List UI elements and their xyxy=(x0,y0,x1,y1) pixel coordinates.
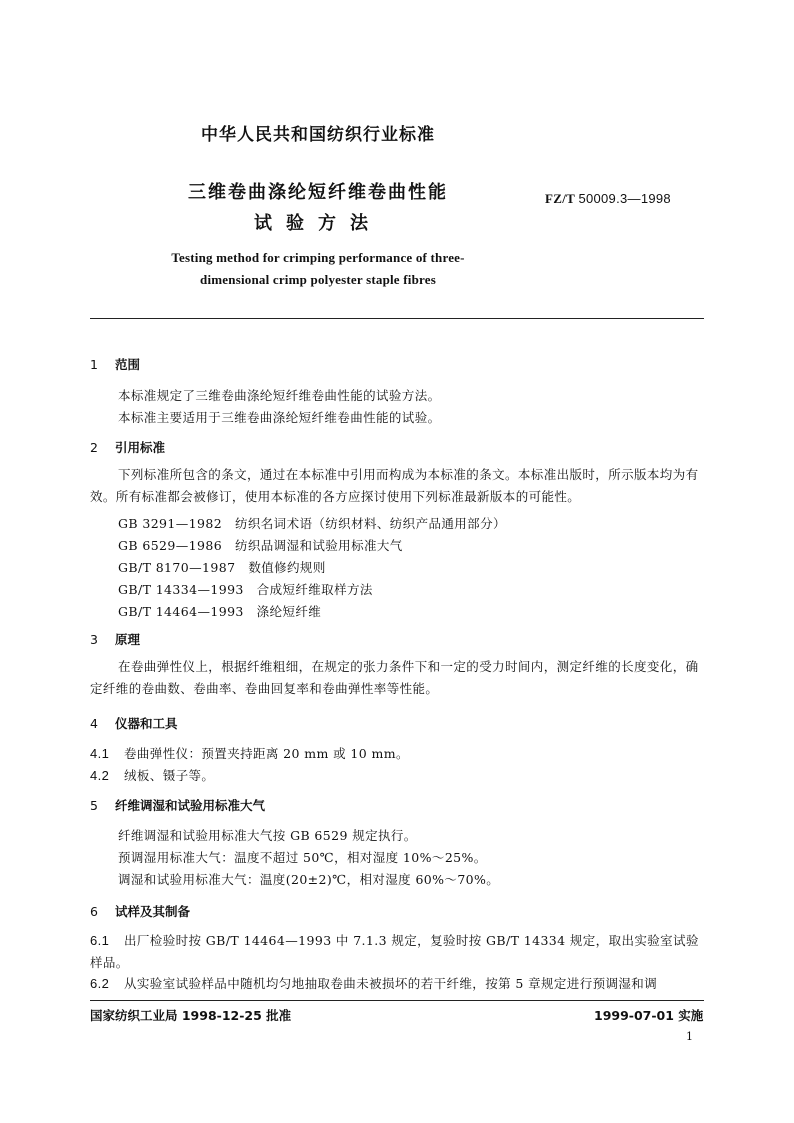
section-number: 6 xyxy=(90,904,98,919)
section-number: 5 xyxy=(90,798,98,813)
subclause-number: 6.1 xyxy=(90,933,110,948)
implementation-date: 1999-07-01 实施 xyxy=(594,1008,704,1023)
subclause-text: 出厂检验时按 GB/T 14464—1993 中 7.1.3 规定，复验时按 GB/T 14334 规定，取出实验室试验样品。 xyxy=(90,933,699,970)
section-title: 原理 xyxy=(115,632,141,647)
section-heading-scope xyxy=(90,355,140,373)
standard-code xyxy=(545,191,671,207)
paragraph: 本标准主要适用于三维卷曲涤纶短纤维卷曲性能的试验。 xyxy=(118,410,441,425)
section-title: 纤维调湿和试验用标准大气 xyxy=(115,798,266,813)
subclause-number: 6.2 xyxy=(90,976,110,991)
reference-item: GB/T 8170—1987 数值修约规则 xyxy=(118,560,326,575)
paragraph: 本标准规定了三维卷曲涤纶短纤维卷曲性能的试验方法。 xyxy=(118,388,441,403)
reference-item: GB/T 14334—1993 合成短纤维取样方法 xyxy=(118,582,373,597)
subclause-number: 4.2 xyxy=(90,768,110,783)
english-title-line2: dimensional crimp polyester staple fibres xyxy=(200,272,436,287)
english-title-line1: Testing method for crimping performance of three- xyxy=(171,250,465,265)
subclause xyxy=(90,930,704,974)
reference-item: GB/T 14464—1993 涤纶短纤维 xyxy=(118,604,322,619)
section-title: 引用标准 xyxy=(115,440,166,455)
reference-item: GB 3291—1982 纺织名词术语（纺织材料、纺织产品通用部分） xyxy=(118,516,506,531)
section-title: 试样及其制备 xyxy=(115,904,191,919)
section-number: 2 xyxy=(90,440,98,455)
subclause-text: 从实验室试验样品中随机均匀地抽取卷曲未被损坏的若干纤维，按第 5 章规定进行预调湿和调 xyxy=(124,976,658,991)
subclause-text: 绒板、镊子等。 xyxy=(124,768,215,783)
document-title-line1: 三维卷曲涤纶短纤维卷曲性能 xyxy=(188,182,448,203)
section-number: 1 xyxy=(90,357,98,372)
subclause-text: 卷曲弹性仪：预置夹持距离 20 mm 或 10 mm。 xyxy=(124,746,409,761)
section-title: 仪器和工具 xyxy=(115,716,178,731)
section-title: 范围 xyxy=(115,357,141,372)
page-number: 1 xyxy=(686,1030,693,1043)
standard-code-prefix: FZ/T xyxy=(545,191,575,206)
paragraph: 预调湿用标准大气：温度不超过 50℃，相对湿度 10%～25%。 xyxy=(118,850,487,865)
paragraph: 在卷曲弹性仪上，根据纤维粗细，在规定的张力条件下和一定的受力时间内，测定纤维的长度变化，确定纤维的卷曲数、卷曲率、卷曲回复率和卷曲弹性率等性能。 xyxy=(90,659,699,696)
paragraph: 纤维调湿和试验用标准大气按 GB 6529 规定执行。 xyxy=(118,828,417,843)
approval-statement: 国家纺织工业局 1998-12-25 批准 xyxy=(90,1008,292,1023)
subclause xyxy=(90,744,409,762)
section-heading-references xyxy=(90,438,165,456)
reference-item: GB 6529—1986 纺织品调湿和试验用标准大气 xyxy=(118,538,403,553)
subclause-number: 4.1 xyxy=(90,746,110,761)
paragraph: 下列标准所包含的条文，通过在本标准中引用而构成为本标准的条文。本标准出版时，所示版本均为有效。所有标准都会被修订，使用本标准的各方应探讨使用下列标准最新版本的可能性。 xyxy=(90,467,699,504)
paragraph: 调湿和试验用标准大气：温度(20±2)℃，相对湿度 60%～70%。 xyxy=(118,872,500,887)
section-heading-apparatus xyxy=(90,714,178,732)
issuing-organization: 中华人民共和国纺织行业标准 xyxy=(201,125,435,145)
header-divider xyxy=(90,318,704,319)
standard-code-number: 50009.3—1998 xyxy=(578,191,671,206)
footer-divider xyxy=(90,1000,704,1001)
section-number: 4 xyxy=(90,716,98,731)
section-number: 3 xyxy=(90,632,98,647)
document-title-line2: 试验方法 xyxy=(254,213,382,234)
subclause xyxy=(90,766,214,784)
section-heading-atmosphere xyxy=(90,796,265,814)
section-heading-specimens xyxy=(90,902,190,920)
subclause xyxy=(90,974,657,992)
section-heading-principle xyxy=(90,630,140,648)
